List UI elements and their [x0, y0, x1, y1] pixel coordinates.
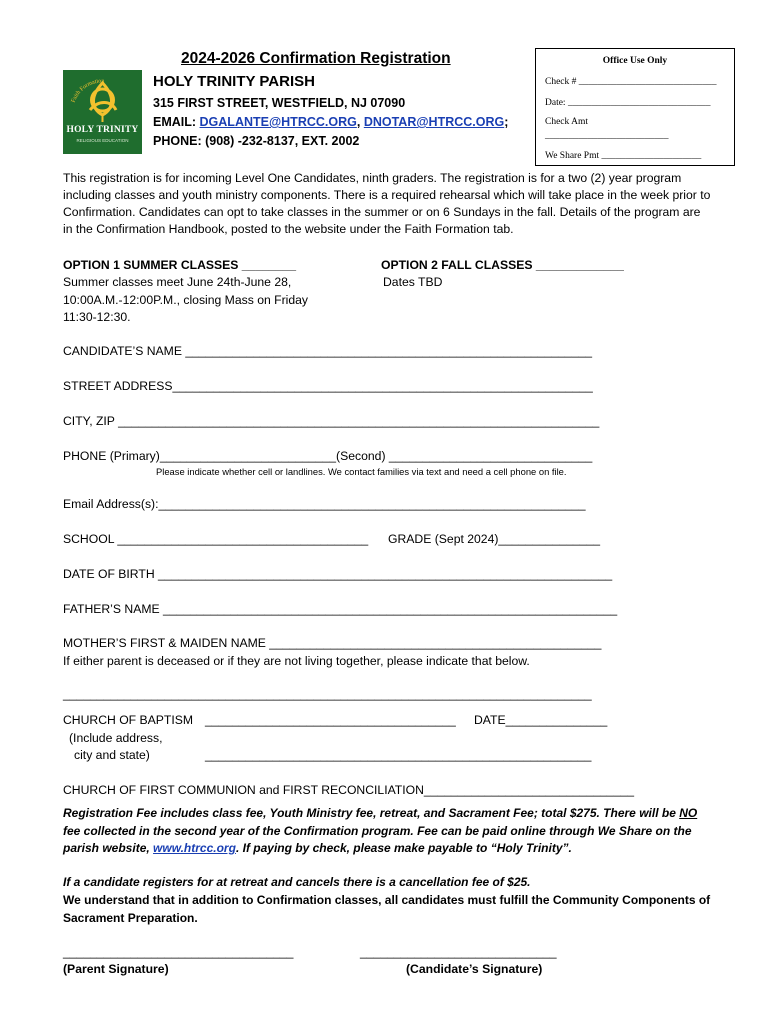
- office-check-number: Check # _____________________________: [545, 77, 717, 87]
- logo-subtitle: RELIGIOUS EDUCATION: [76, 138, 129, 143]
- email-label: EMAIL:: [153, 115, 200, 129]
- option-1-line-3: 11:30-12:30.: [63, 310, 131, 324]
- parent-status-field[interactable]: ______________________________________________________________________________: [63, 687, 592, 701]
- fee-line-1: Registration Fee includes class fee, Youth Ministry fee, retreat, and Sacrament Fee; total $275. There will be NO: [63, 806, 698, 820]
- parish-phone: PHONE: (908) -232-8137, EXT. 2002: [153, 134, 360, 148]
- office-check-amount: Check Amt: [545, 117, 589, 127]
- parent-signature-label: (Parent Signature): [63, 962, 169, 976]
- intro-paragraph: This registration is for incoming Level One Candidates, ninth graders. The registration is for a two (2) year program including classes and youth ministry components. There is a required rehearsal which will take place in the week prior to Confirmation. Candidates can opt to take classes in the summer or on 6 Sundays in the fall. Details of the program are in the Confirmation Handbook, posted to the website under the Faith Formation tab.: [63, 171, 711, 236]
- parish-website-link[interactable]: www.htrcc.org: [153, 841, 236, 855]
- community-components-note: We understand that in addition to Confirmation classes, all candidates must fulfill the Community Components of Sacrament Preparation.: [63, 893, 711, 925]
- baptism-sublabel-2: city and state): [74, 748, 150, 762]
- father-name-field[interactable]: FATHER’S NAME ___________________________________________________________________: [63, 602, 618, 616]
- cancellation-fee-note: If a candidate registers for at retreat and cancels there is a cancellation fee of $25.: [63, 875, 531, 889]
- option-2-line-1: Dates TBD: [383, 275, 443, 289]
- date-of-birth-field[interactable]: DATE OF BIRTH ___________________________________________________________________: [63, 567, 613, 581]
- parent-signature-line[interactable]: __________________________________: [63, 945, 294, 959]
- fee-no-emphasis: NO: [679, 806, 698, 820]
- parish-email: [153, 115, 508, 129]
- fee-line-3: parish website, www.htrcc.org. If paying by check, please make payable to “Holy Trinity”.: [63, 841, 572, 855]
- grade-field[interactable]: GRADE (Sept 2024)_______________: [388, 532, 601, 546]
- parish-logo: [63, 70, 142, 154]
- email-link-2[interactable]: DNOTAR@HTRCC.ORG: [363, 115, 505, 129]
- form-title: 2024-2026 Confirmation Registration: [181, 50, 451, 67]
- office-check-amount-line: __________________________: [545, 131, 669, 141]
- email-end: ;: [504, 115, 509, 129]
- option-1-line-1: Summer classes meet June 24th-June 28,: [63, 275, 292, 289]
- email-separator: ,: [356, 115, 364, 129]
- email-address-field[interactable]: Email Address(s):_______________________________________________________________: [63, 497, 586, 511]
- phone-note: Please indicate whether cell or landlines. We contact families via text and need a cell phone on file.: [156, 466, 567, 477]
- baptism-date-field[interactable]: DATE_______________: [474, 713, 608, 727]
- office-use-title: Office Use Only: [602, 56, 668, 66]
- street-address-field[interactable]: STREET ADDRESS______________________________________________________________: [63, 379, 593, 393]
- candidate-signature-label: (Candidate’s Signature): [406, 962, 543, 976]
- fee-line-2: fee collected in the second year of the Confirmation program. Fee can be paid online through We Share on the: [63, 823, 692, 838]
- option-2-title[interactable]: OPTION 2 FALL CLASSES _____________: [381, 258, 624, 272]
- baptism-address-field[interactable]: _________________________________________________________: [205, 748, 592, 762]
- logo-arc-text: Faith Formation: [70, 78, 105, 104]
- mother-name-field[interactable]: MOTHER’S FIRST & MAIDEN NAME _________________________________________________: [63, 636, 602, 650]
- office-date: Date: ______________________________: [545, 98, 711, 108]
- communion-church-field[interactable]: CHURCH OF FIRST COMMUNION and FIRST RECONCILIATION_______________________________: [63, 783, 635, 797]
- office-we-share-payment: We Share Pmt _____________________: [545, 151, 702, 161]
- email-link-1[interactable]: DGALANTE@HTRCC.ORG: [199, 115, 357, 129]
- parish-name: HOLY TRINITY PARISH: [153, 73, 315, 90]
- baptism-label: CHURCH OF BAPTISM: [63, 713, 194, 727]
- baptism-sublabel-1: (Include address,: [69, 731, 163, 745]
- city-zip-field[interactable]: CITY, ZIP _______________________________________________________________________: [63, 414, 600, 428]
- candidate-name-field[interactable]: CANDIDATE’S NAME ____________________________________________________________: [63, 344, 593, 358]
- phone-field[interactable]: PHONE (Primary)__________________________(Second) ______________________________: [63, 449, 593, 463]
- option-1-title[interactable]: OPTION 1 SUMMER CLASSES ________: [63, 258, 296, 272]
- baptism-church-field[interactable]: _____________________________________: [205, 713, 456, 727]
- parish-address: 315 FIRST STREET, WESTFIELD, NJ 07090: [153, 96, 406, 110]
- candidate-signature-line[interactable]: _____________________________: [360, 945, 557, 959]
- fee-paragraph: [63, 805, 713, 858]
- logo-name: HOLY TRINITY: [66, 125, 139, 135]
- office-use-box: [535, 48, 735, 166]
- school-field[interactable]: SCHOOL _____________________________________: [63, 532, 369, 546]
- parent-status-note: If either parent is deceased or if they are not living together, please indicate that below.: [63, 654, 530, 668]
- option-1-line-2: 10:00A.M.-12:00P.M., closing Mass on Friday: [63, 293, 308, 307]
